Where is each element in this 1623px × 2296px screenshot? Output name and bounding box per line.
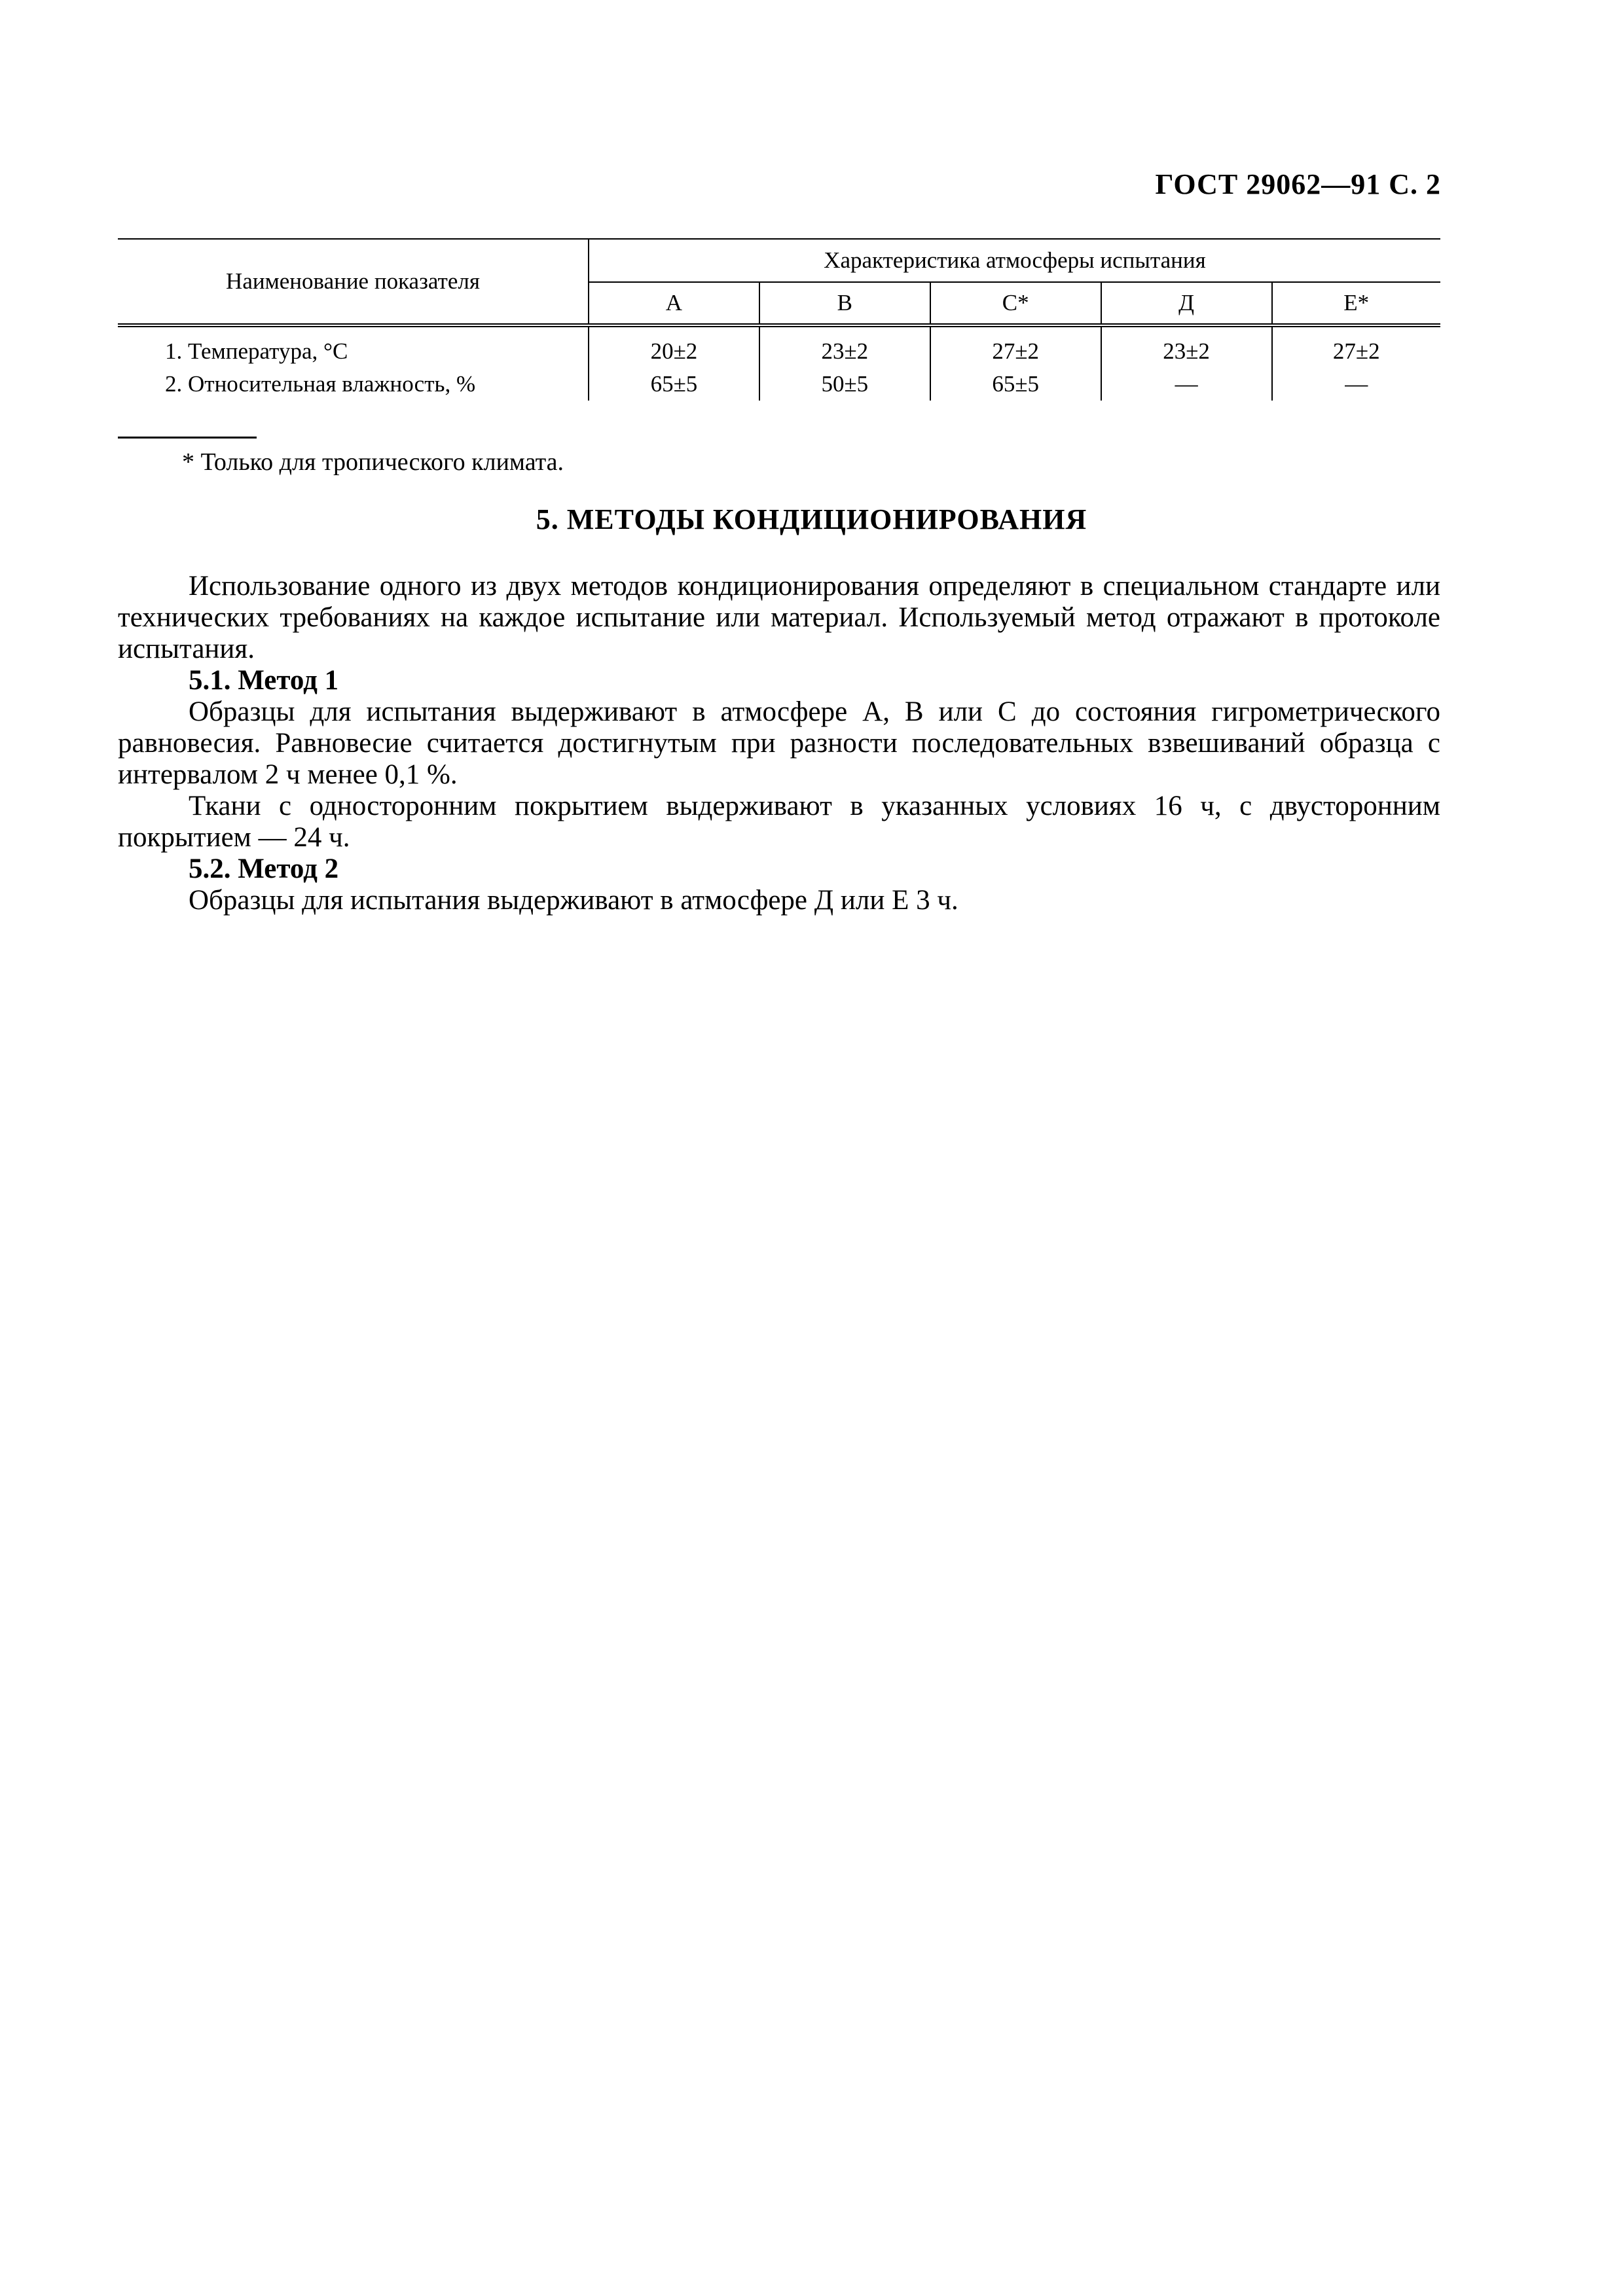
- header-column-a: А: [589, 282, 759, 325]
- header-column-c: С*: [930, 282, 1101, 325]
- table-header-row: [118, 240, 1440, 282]
- section-title: 5. МЕТОДЫ КОНДИЦИОНИРОВАНИЯ: [536, 503, 1087, 535]
- footnote-divider: [118, 437, 257, 439]
- table-cell: 65±5: [930, 368, 1101, 401]
- table-cell: —: [1345, 371, 1368, 397]
- table-cell: 20±2: [589, 325, 759, 368]
- table-row: [118, 325, 1440, 368]
- table-cell: 27±2: [1332, 338, 1380, 364]
- method-2-paragraph: Образцы для испытания выдерживают в атмосфере Д или Е 3 ч.: [189, 885, 958, 916]
- table-cell: 27±2: [930, 325, 1101, 368]
- table-cell: 50±5: [759, 368, 930, 401]
- method-1-title: 5.1. Метод 1: [189, 665, 339, 696]
- footnote: * Только для тропического климата.: [182, 448, 564, 476]
- page-header: ГОСТ 29062—91 С. 2: [1155, 168, 1441, 200]
- table-cell: 65±5: [589, 368, 759, 401]
- header-parameter-name: Наименование показателя: [118, 240, 589, 325]
- row-label-humidity: 2. Относительная влажность, %: [118, 368, 589, 401]
- row-label-temperature: 1. Температура, °С: [118, 325, 589, 368]
- header-column-b: В: [759, 282, 930, 325]
- header-atmosphere-group: Характеристика атмосферы испытания: [589, 240, 1440, 282]
- intro-paragraph: Использование одного из двух методов кондиционирования определяют в специальном стандарте или технических требованиях на каждое испытание или материал. Используемый метод отражают в протоколе испытания.: [118, 571, 1440, 664]
- header-column-d: Д: [1101, 282, 1272, 325]
- method-1-paragraph-2: Ткани с односторонним покрытием выдерживают в указанных условиях 16 ч, с двусторонним покрытием — 24 ч.: [118, 791, 1440, 853]
- table-cell: 23±2: [1101, 325, 1272, 368]
- header-column-e: Е*: [1272, 282, 1441, 325]
- section-body: [118, 571, 1440, 916]
- method-2-title: 5.2. Метод 2: [189, 853, 339, 884]
- atmosphere-table: [118, 238, 1440, 401]
- table-row: [118, 368, 1440, 401]
- table-cell: —: [1101, 368, 1272, 401]
- method-1-paragraph: Образцы для испытания выдерживают в атмосфере А, В или С до состояния гигрометрического равновесия. Равновесие считается достигнутым при разности последовательных взвешиваний образца с интервалом 2 ч менее 0,1 %.: [118, 696, 1440, 790]
- table-cell: 23±2: [759, 325, 930, 368]
